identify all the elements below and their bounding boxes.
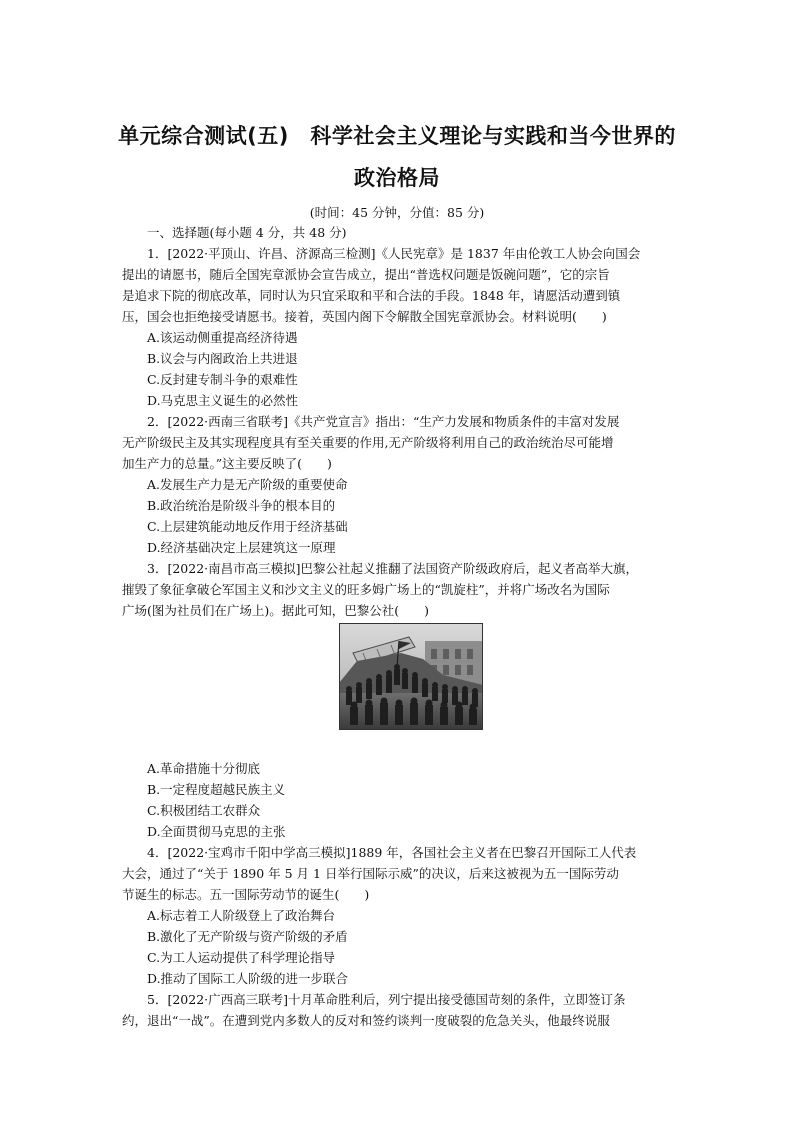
option-b: B.激化了无产阶级与资产阶级的矛盾: [147, 929, 348, 944]
question-4: [122, 842, 676, 989]
question-stem-line: 提出的请愿书，随后全国宪章派协会宣告成立，提出“普选权问题是饭碗问题”，它的宗旨: [122, 267, 610, 282]
option-c: C.为工人运动提供了科学理论指导: [147, 950, 336, 965]
question-stem-line: 约，退出“一战”。在遭到党内多数人的反对和签约谈判一度破裂的危急关头，他最终说服: [122, 1013, 610, 1028]
option-c: C.积极团结工农群众: [147, 803, 261, 818]
section-heading: 一、选择题(每小题 4 分，共 48 分): [147, 225, 347, 240]
question-stem-line: 压，国会也拒绝接受请愿书。接着，英国内阁下令解散全国宪章派协会。材料说明( ): [122, 309, 607, 324]
question-5: [122, 989, 676, 1031]
question-stem-line: 无产阶级民主及其实现程度具有至关重要的作用,无产阶级将利用自己的政治统治尽可能增: [122, 435, 614, 450]
question-stem-line: 3．[2022·南昌市高三模拟]巴黎公社起义推翻了法国资产阶级政府后，起义者高举大旗，: [147, 561, 638, 576]
option-a: A.标志着工人阶级登上了政治舞台: [147, 908, 336, 923]
option-a: A.发展生产力是无产阶级的重要使命: [147, 477, 348, 492]
option-d: D.经济基础决定上层建筑这一原理: [147, 540, 336, 555]
question-stem-line: 节诞生的标志。五一国际劳动节的诞生( ): [122, 887, 370, 902]
question-stem-line: 加生产力的总量。”这主要反映了( ): [122, 456, 332, 471]
question-stem-line: 大会，通过了“关于 1890 年 5 月 1 日举行国际示威”的决议，后来这被视为五一国际劳动: [122, 866, 619, 881]
question-stem-line: 摧毁了象征拿破仑军国主义和沙文主义的旺多姆广场上的“凯旋柱”，并将广场改名为国际: [122, 582, 610, 597]
question-stem-line: 广场(图为社员们在广场上)。据此可知，巴黎公社( ): [122, 603, 430, 618]
question-2: [122, 411, 676, 558]
option-d: D.马克思主义诞生的必然性: [147, 393, 299, 408]
page-title-line-2: 政治格局: [354, 166, 440, 190]
question-1: [122, 243, 676, 411]
question-stem-line: 4．[2022·宝鸡市千阳中学高三模拟]1889 年，各国社会主义者在巴黎召开国际工人代表: [147, 845, 637, 860]
exam-time-score: (时间：45 分钟，分值：85 分): [309, 205, 485, 220]
option-d: D.全面贯彻马克思的主张: [147, 824, 286, 839]
question-stem-line: 2．[2022·西南三省联考]《共产党宣言》指出：“生产力发展和物质条件的丰富对发展: [147, 414, 620, 429]
question-stem-line: 5．[2022·广西高三联考]十月革命胜利后，列宁提出接受德国苛刻的条件，立即签订条: [147, 992, 626, 1007]
question-stem-line: 是追求下院的彻底改革，同时认为只宜采取和平和合法的手段。1848 年，请愿活动遭到镇: [122, 288, 621, 303]
option-d: D.推动了国际工人阶级的进一步联合: [147, 971, 349, 986]
question-stem-line: 1．[2022·平顶山、许昌、济源高三检测]《人民宪章》是 1837 年由伦敦工人协会向国会: [147, 246, 641, 261]
option-b: B.一定程度超越民族主义: [147, 782, 286, 797]
paris-commune-photo: [339, 623, 483, 730]
option-a: A.该运动侧重提高经济待遇: [147, 330, 298, 345]
option-a: A.革命措施十分彻底: [147, 761, 261, 776]
page-title-line-1: 单元综合测试(五) 科学社会主义理论与实践和当今世界的: [118, 124, 676, 148]
option-b: B.议会与内阁政治上共进退: [147, 351, 298, 366]
option-c: C.上层建筑能动地反作用于经济基础: [147, 519, 348, 534]
option-b: B.政治统治是阶级斗争的根本目的: [147, 498, 336, 513]
option-c: C.反封建专制斗争的艰难性: [147, 372, 298, 387]
